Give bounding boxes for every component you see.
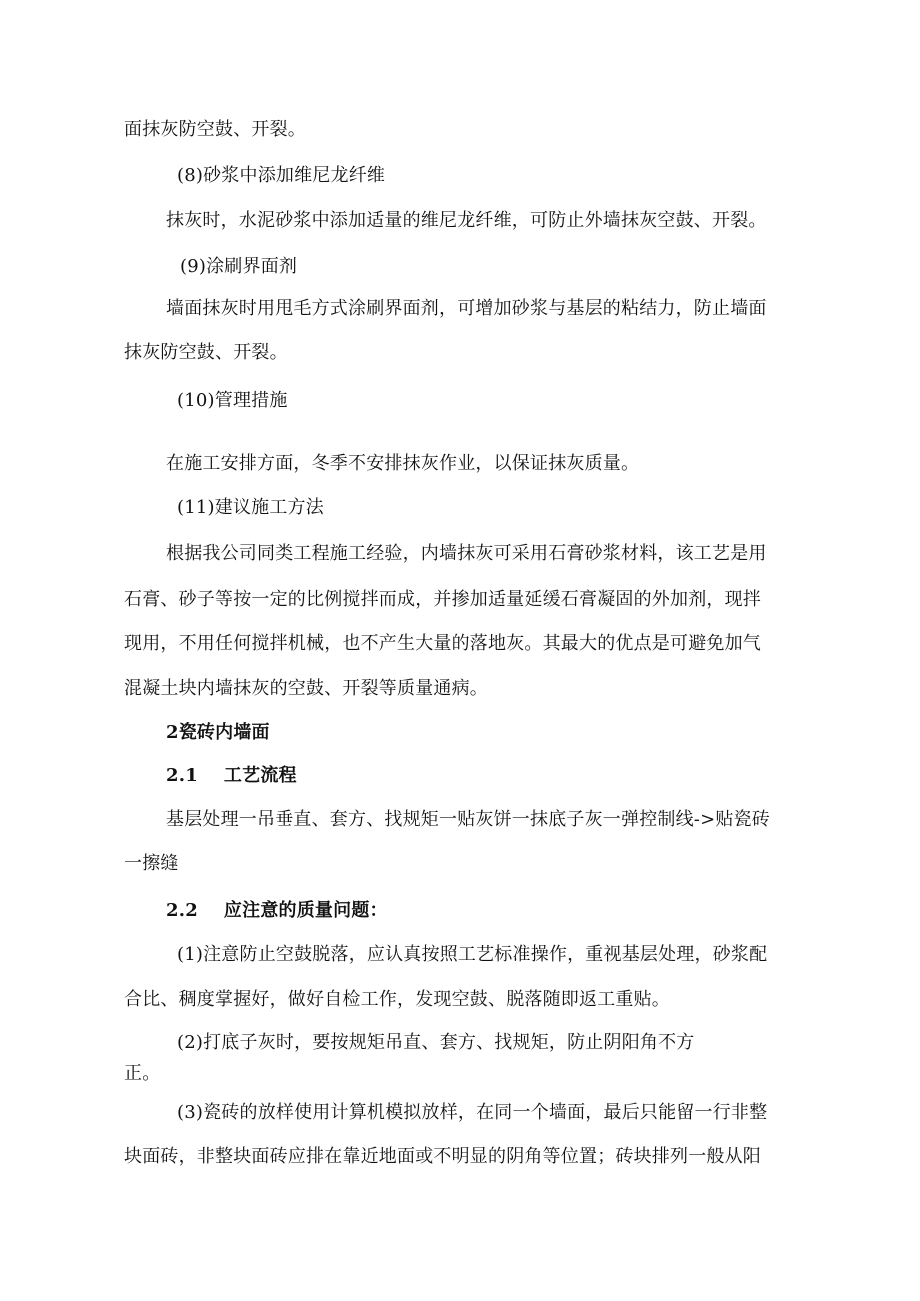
item-heading-9: (9)涂刷界面剂 xyxy=(180,256,298,277)
section-heading-2: 2瓷砖内墙面 xyxy=(166,722,270,743)
item-heading-10: (10)管理措施 xyxy=(177,390,288,411)
paragraph-line: 合比、稠度掌握好，做好自检工作，发现空鼓、脱落随即返工重贴。 xyxy=(124,989,670,1010)
paragraph-line: 抹灰时，水泥砂浆中添加适量的维尼龙纤维，可防止外墙抹灰空鼓、开裂。 xyxy=(166,210,767,231)
paragraph-line: 面抹灰防空鼓、开裂。 xyxy=(124,119,306,140)
paragraph-line: 墙面抹灰时用甩毛方式涂刷界面剂，可增加砂浆与基层的粘结力，防止墙面 xyxy=(166,298,767,319)
paragraph-line: (3)瓷砖的放样使用计算机模拟放样，在同一个墙面，最后只能留一行非整 xyxy=(177,1102,768,1123)
paragraph-line: 正。 xyxy=(124,1063,161,1084)
section-title: 应注意的质量问题： xyxy=(223,900,388,921)
paragraph-line: 根据我公司同类工程施工经验，内墙抹灰可采用石膏砂浆材料，该工艺是用 xyxy=(166,543,767,564)
paragraph-line: 块面砖，非整块面砖应排在靠近地面或不明显的阴角等位置；砖块排列一般从阳 xyxy=(124,1146,761,1167)
section-heading-2-1 xyxy=(166,764,297,788)
paragraph-line: 抹灰防空鼓、开裂。 xyxy=(124,342,288,363)
paragraph-line: (2)打底子灰时，要按规矩吊直、套方、找规矩，防止阴阳角不方 xyxy=(177,1032,695,1053)
paragraph-line: 混凝土块内墙抹灰的空鼓、开裂等质量通病。 xyxy=(124,678,488,699)
paragraph-line: 在施工安排方面，冬季不安排抹灰作业，以保证抹灰质量。 xyxy=(166,453,640,474)
paragraph-line: 一擦缝 xyxy=(124,853,179,874)
section-title: 工艺流程 xyxy=(223,765,297,786)
paragraph-line: 基层处理一吊垂直、套方、找规矩一贴灰饼一抹底子灰一弹控制线->贴瓷砖 xyxy=(166,809,770,830)
paragraph-line: (1)注意防止空鼓脱落，应认真按照工艺标准操作，重视基层处理，砂浆配 xyxy=(177,944,768,965)
section-number: 2.1 xyxy=(166,765,198,786)
paragraph-line: 石膏、砂子等按一定的比例搅拌而成，并掺加适量延缓石膏凝固的外加剂，现拌 xyxy=(124,589,761,610)
paragraph-line: 现用，不用任何搅拌机械，也不产生大量的落地灰。其最大的优点是可避免加气 xyxy=(124,633,761,654)
section-heading-2-2 xyxy=(166,899,388,923)
item-heading-11: (11)建议施工方法 xyxy=(177,497,324,518)
section-number: 2.2 xyxy=(166,900,198,921)
item-heading-8: (8)砂浆中添加维尼龙纤维 xyxy=(177,165,386,186)
